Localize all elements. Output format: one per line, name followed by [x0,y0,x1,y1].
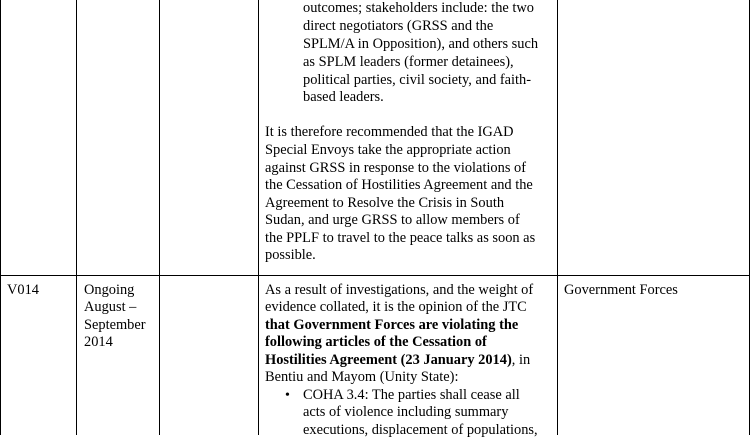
text-line: direct negotiators (GRSS and the [303,18,494,34]
text-line: possible. [265,247,316,263]
bold-finding-line: that Government Forces are violating the [265,317,519,333]
text-line: executions, displacement of populations, [303,422,538,438]
bullet-icon: • [285,388,290,403]
text-line: Sudan, and urge GRSS to allow members of [265,212,520,228]
date-line: September [84,317,146,333]
text-line: It is therefore recommended that the IGAD [265,124,514,140]
text-line: outcomes; stakeholders include: the two [303,0,534,16]
violation-id: V014 [7,282,39,298]
text-line: as SPLM leaders (former detainees), [303,54,514,70]
col-border-1 [76,0,77,435]
row-separator [0,275,750,276]
text-line: the PPLF to travel to the peace talks as soon as [265,230,536,246]
date-line: Ongoing [84,282,135,298]
perpetrator: Government Forces [564,282,678,298]
text-line: COHA 3.4: The parties shall cease all [303,387,520,403]
text-line: As a result of investigations, and the weight of [265,282,534,298]
col-border-2 [159,0,160,435]
text-line: against GRSS in response to the violations of [265,160,527,176]
col-border-4 [557,0,558,435]
text-line: Agreement to Resolve the Crisis in South [265,195,505,211]
text-line: Special Envoys take the appropriate action [265,142,511,158]
bold-finding-line: Hostilities Agreement (23 January 2014) [265,352,512,368]
text-line [265,352,530,370]
text-line: evidence collated, it is the opinion of the JTC [265,299,527,315]
text-line: the Cessation of Hostilities Agreement and the [265,177,533,193]
bold-finding-line: following articles of the Cessation of [265,334,487,350]
text-line: acts of violence including summary [303,404,509,420]
text-line: Bentiu and Mayom (Unity State): [265,369,459,385]
text-line: SPLM/A in Opposition), and others such [303,36,539,52]
col-border-3 [258,0,259,435]
text-line: political parties, civil society, and faith- [303,72,532,88]
col-border-0 [0,0,1,435]
text-line: based leaders. [303,89,384,105]
text-fragment: , in [511,352,531,368]
date-line: August – [84,299,137,315]
date-line: 2014 [84,334,113,350]
